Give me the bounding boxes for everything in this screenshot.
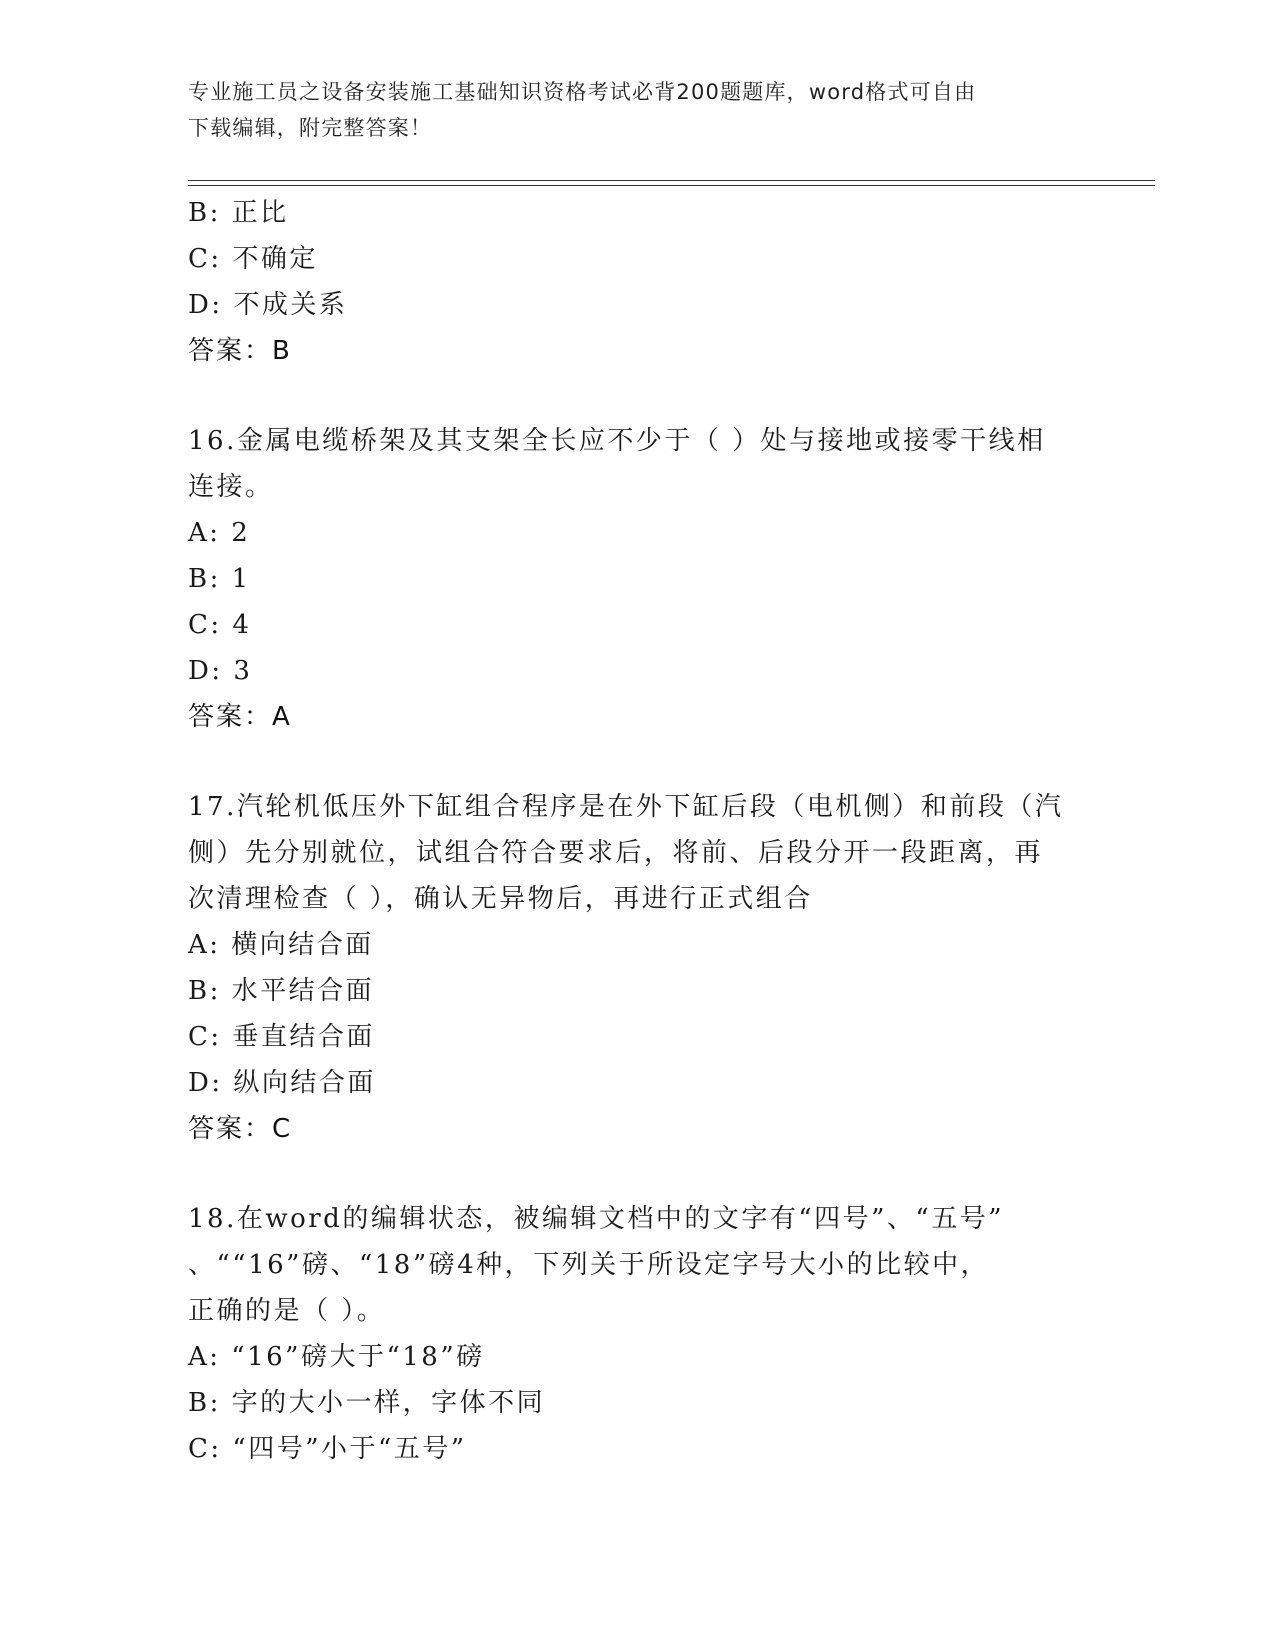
answer-line: 答案：A (188, 702, 292, 732)
header-line-1: 专业施工员之设备安装施工基础知识资格考试必背200题题库，word格式可自由 (188, 80, 977, 104)
spacer (188, 740, 1088, 784)
question-text-line: 侧）先分别就位，试组合符合要求后，将前、后段分开一段距离，再 (188, 838, 1044, 868)
header-line-2: 下载编辑，附完整答案！ (188, 116, 433, 140)
option-c: C: “四号”小于“五号” (188, 1434, 467, 1464)
option-a: A: 横向结合面 (188, 930, 374, 960)
option-a: A: “16”磅大于“18”磅 (188, 1342, 485, 1372)
question-text-line: 18.在word的编辑状态，被编辑文档中的文字有“四号”、“五号” (188, 1204, 1004, 1234)
option-c: C: 不确定 (188, 244, 318, 274)
option-b: B: 1 (188, 564, 251, 594)
option-d: D: 不成关系 (188, 290, 348, 320)
spacer (188, 1152, 1088, 1196)
header-rule-bottom (188, 185, 1155, 186)
question-15-tail (188, 190, 1088, 374)
question-17 (188, 784, 1088, 1152)
question-text-line: 连接。 (188, 472, 274, 502)
question-text-line: 17.汽轮机低压外下缸组合程序是在外下缸后段（电机侧）和前段（汽 (188, 792, 1064, 822)
option-c: C: 4 (188, 610, 252, 640)
answer-line: 答案：B (188, 336, 292, 366)
header-rule-top (188, 180, 1155, 181)
spacer (188, 374, 1088, 418)
question-18 (188, 1196, 1088, 1472)
option-d: D: 纵向结合面 (188, 1068, 376, 1098)
option-b: B: 水平结合面 (188, 976, 375, 1006)
question-text-line: 正确的是（ ）。 (188, 1296, 386, 1326)
question-list (188, 190, 1088, 1472)
option-b: B: 字的大小一样，字体不同 (188, 1388, 546, 1418)
option-c: C: 垂直结合面 (188, 1022, 375, 1052)
question-text-line: 次清理检查（ ），确认无异物后，再进行正式组合 (188, 884, 813, 914)
option-d: D: 3 (188, 656, 253, 686)
question-text-line: 、““16”磅、“18”磅4种，下列关于所设定字号大小的比较中， (188, 1250, 990, 1280)
question-16 (188, 418, 1088, 740)
option-b: B: 正比 (188, 198, 289, 228)
option-a: A: 2 (188, 518, 251, 548)
question-text-line: 16.金属电缆桥架及其支架全长应不少于（ ）处与接地或接零干线相 (188, 426, 1046, 456)
document-header (188, 74, 1088, 146)
answer-line: 答案：C (188, 1114, 293, 1144)
